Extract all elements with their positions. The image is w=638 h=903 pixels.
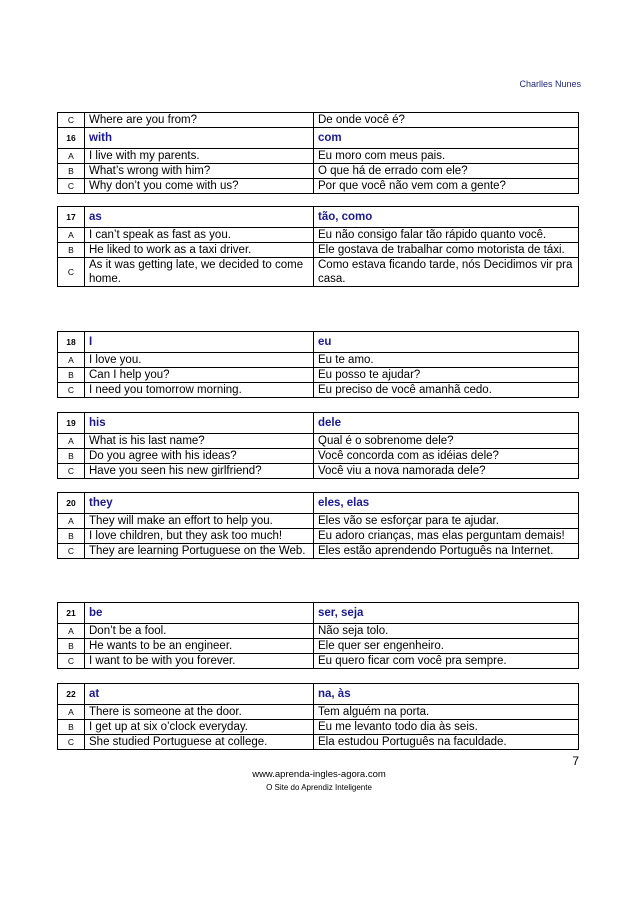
portuguese-sentence: Não seja tolo. <box>314 624 579 639</box>
row-letter: A <box>58 624 85 639</box>
vocab-table-continuation <box>57 112 579 128</box>
row-letter: B <box>58 529 85 544</box>
word-header-row <box>58 332 579 353</box>
portuguese-word: com <box>314 128 579 149</box>
row-letter: A <box>58 353 85 368</box>
english-sentence: I love you. <box>85 353 314 368</box>
row-letter: C <box>58 113 85 128</box>
portuguese-word: eles, elas <box>314 493 579 514</box>
row-letter: C <box>58 383 85 398</box>
row-letter: C <box>58 654 85 669</box>
footer-website[interactable]: www.aprenda-ingles-agora.com <box>252 769 386 780</box>
row-letter: B <box>58 164 85 179</box>
sentence-row <box>58 149 579 164</box>
english-sentence: I need you tomorrow morning. <box>85 383 314 398</box>
portuguese-word: eu <box>314 332 579 353</box>
word-header-row <box>58 603 579 624</box>
portuguese-sentence: Eu te amo. <box>314 353 579 368</box>
word-number: 16 <box>58 128 85 149</box>
word-header-row <box>58 413 579 434</box>
portuguese-word: dele <box>314 413 579 434</box>
sentence-row <box>58 529 579 544</box>
sentence-row <box>58 383 579 398</box>
portuguese-sentence: Eu posso te ajudar? <box>314 368 579 383</box>
portuguese-sentence: Ela estudou Português na faculdade. <box>314 735 579 750</box>
sentence-row <box>58 164 579 179</box>
sentence-row <box>58 514 579 529</box>
vocab-table-16 <box>57 127 579 194</box>
row-letter: C <box>58 735 85 750</box>
page-number: 7 <box>572 754 579 768</box>
portuguese-sentence: Eu não consigo falar tão rápido quanto você. <box>314 228 579 243</box>
row-letter: C <box>58 258 85 287</box>
portuguese-sentence: Eu me levanto todo dia às seis. <box>314 720 579 735</box>
row-letter: A <box>58 434 85 449</box>
word-number: 20 <box>58 493 85 514</box>
row-letter: B <box>58 720 85 735</box>
sentence-row <box>58 735 579 750</box>
vocab-table-20 <box>57 492 579 559</box>
row-letter: A <box>58 228 85 243</box>
row-letter: A <box>58 514 85 529</box>
english-word: be <box>85 603 314 624</box>
word-number: 19 <box>58 413 85 434</box>
portuguese-word: tão, como <box>314 207 579 228</box>
sentence-row <box>58 243 579 258</box>
portuguese-sentence: De onde você é? <box>314 113 579 128</box>
word-header-row <box>58 207 579 228</box>
english-sentence: He liked to work as a taxi driver. <box>85 243 314 258</box>
english-sentence: I get up at six o’clock everyday. <box>85 720 314 735</box>
portuguese-sentence: Tem alguém na porta. <box>314 705 579 720</box>
word-number: 22 <box>58 684 85 705</box>
english-sentence: What’s wrong with him? <box>85 164 314 179</box>
portuguese-sentence: Qual é o sobrenome dele? <box>314 434 579 449</box>
row-letter: C <box>58 544 85 559</box>
row-letter: C <box>58 179 85 194</box>
portuguese-word: ser, seja <box>314 603 579 624</box>
sentence-row <box>58 179 579 194</box>
english-word: his <box>85 413 314 434</box>
english-word: as <box>85 207 314 228</box>
english-sentence: I live with my parents. <box>85 149 314 164</box>
english-sentence: They are learning Portuguese on the Web. <box>85 544 314 559</box>
sentence-row <box>58 705 579 720</box>
english-sentence: There is someone at the door. <box>85 705 314 720</box>
portuguese-sentence: Você viu a nova namorada dele? <box>314 464 579 479</box>
english-word: at <box>85 684 314 705</box>
english-sentence: I want to be with you forever. <box>85 654 314 669</box>
vocab-table-18 <box>57 331 579 398</box>
english-sentence: Why don’t you come with us? <box>85 179 314 194</box>
portuguese-sentence: Ele quer ser engenheiro. <box>314 639 579 654</box>
english-word: with <box>85 128 314 149</box>
portuguese-sentence: Eles vão se esforçar para te ajudar. <box>314 514 579 529</box>
portuguese-sentence: Eles estão aprendendo Português na Internet. <box>314 544 579 559</box>
word-header-row <box>58 493 579 514</box>
word-number: 17 <box>58 207 85 228</box>
word-number: 21 <box>58 603 85 624</box>
english-sentence: What is his last name? <box>85 434 314 449</box>
portuguese-sentence: Eu adoro crianças, mas elas perguntam demais! <box>314 529 579 544</box>
vocab-table-21 <box>57 602 579 669</box>
portuguese-sentence: Ele gostava de trabalhar como motorista de táxi. <box>314 243 579 258</box>
portuguese-word: na, às <box>314 684 579 705</box>
row-letter: B <box>58 243 85 258</box>
sentence-row <box>58 624 579 639</box>
english-sentence: Where are you from? <box>85 113 314 128</box>
english-sentence: They will make an effort to help you. <box>85 514 314 529</box>
portuguese-sentence: Como estava ficando tarde, nós Decidimos vir pra casa. <box>314 258 579 287</box>
row-letter: B <box>58 368 85 383</box>
english-sentence: He wants to be an engineer. <box>85 639 314 654</box>
sentence-row <box>58 368 579 383</box>
portuguese-sentence: Eu preciso de você amanhã cedo. <box>314 383 579 398</box>
portuguese-sentence: Eu moro com meus pais. <box>314 149 579 164</box>
sentence-row <box>58 449 579 464</box>
sentence-row <box>58 654 579 669</box>
english-sentence: Have you seen his new girlfriend? <box>85 464 314 479</box>
english-sentence: Don’t be a fool. <box>85 624 314 639</box>
word-number: 18 <box>58 332 85 353</box>
sentence-row <box>58 228 579 243</box>
english-sentence: As it was getting late, we decided to come home. <box>85 258 314 287</box>
english-sentence: I love children, but they ask too much! <box>85 529 314 544</box>
footer-tagline: O Site do Aprendiz Inteligente <box>266 783 372 792</box>
sentence-row <box>58 544 579 559</box>
vocab-table-22 <box>57 683 579 750</box>
vocab-table-19 <box>57 412 579 479</box>
sentence-row <box>58 434 579 449</box>
row-letter: C <box>58 464 85 479</box>
row-letter: A <box>58 149 85 164</box>
english-sentence: She studied Portuguese at college. <box>85 735 314 750</box>
portuguese-sentence: Eu quero ficar com você pra sempre. <box>314 654 579 669</box>
sentence-row <box>58 353 579 368</box>
sentence-row <box>58 113 579 128</box>
portuguese-sentence: Por que você não vem com a gente? <box>314 179 579 194</box>
sentence-row <box>58 464 579 479</box>
word-header-row <box>58 684 579 705</box>
row-letter: B <box>58 449 85 464</box>
row-letter: A <box>58 705 85 720</box>
author-name: Charlles Nunes <box>519 79 581 89</box>
sentence-row <box>58 258 579 287</box>
word-header-row <box>58 128 579 149</box>
english-sentence: Do you agree with his ideas? <box>85 449 314 464</box>
sentence-row <box>58 639 579 654</box>
vocab-table-17 <box>57 206 579 287</box>
english-sentence: I can’t speak as fast as you. <box>85 228 314 243</box>
portuguese-sentence: Você concorda com as idéias dele? <box>314 449 579 464</box>
english-word: they <box>85 493 314 514</box>
row-letter: B <box>58 639 85 654</box>
portuguese-sentence: O que há de errado com ele? <box>314 164 579 179</box>
sentence-row <box>58 720 579 735</box>
english-word: I <box>85 332 314 353</box>
english-sentence: Can I help you? <box>85 368 314 383</box>
